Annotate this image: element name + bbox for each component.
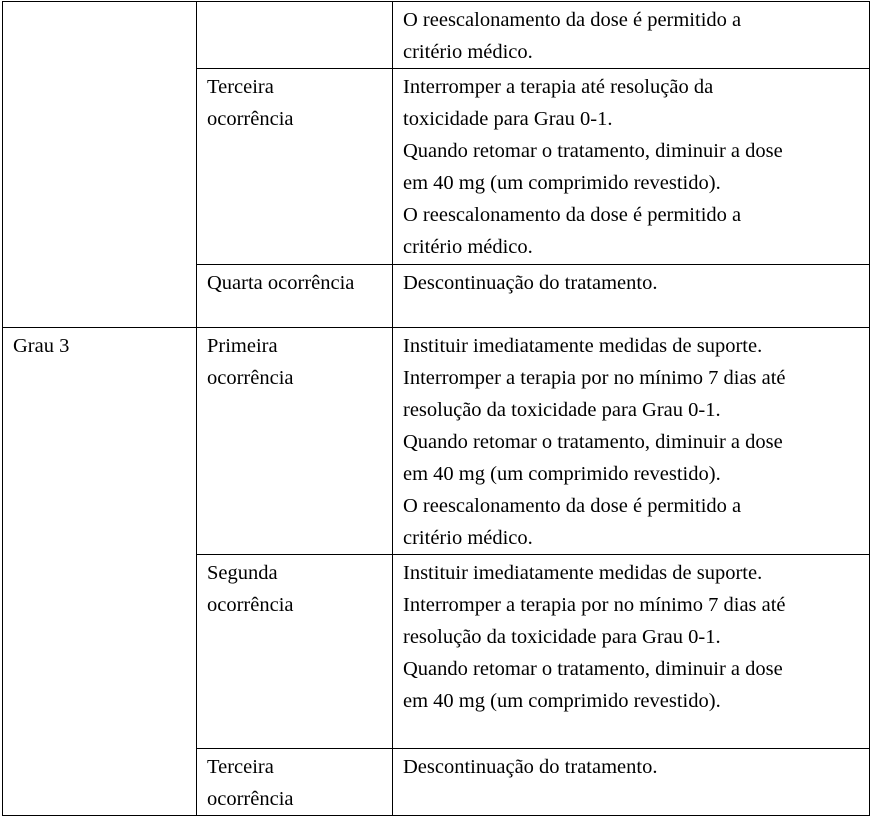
occurrence-cell <box>197 555 393 749</box>
action-line: Instituir imediatamente medidas de suporte. <box>403 562 763 584</box>
action-cell <box>393 749 870 816</box>
action-line: Descontinuação do tratamento. <box>403 272 658 294</box>
action-cell <box>393 69 870 265</box>
dose-adjustment-table <box>2 1 870 816</box>
occurrence-cell <box>197 2 393 69</box>
action-line: O reescalonamento da dose é permitido a <box>403 495 742 517</box>
action-line: resolução da toxicidade para Grau 0-1. <box>403 399 721 421</box>
action-line: Interromper a terapia até resolução da <box>403 76 714 98</box>
action-cell <box>393 2 870 69</box>
occurrence-cell <box>197 749 393 816</box>
action-line: Interromper a terapia por no mínimo 7 dias até <box>403 367 786 389</box>
action-line: Quando retomar o tratamento, diminuir a dose <box>403 431 783 453</box>
occurrence-line: ocorrência <box>207 367 294 389</box>
occurrence-cell <box>197 265 393 328</box>
action-cell <box>393 555 870 749</box>
action-cell <box>393 265 870 328</box>
action-line: critério médico. <box>403 236 533 258</box>
occurrence-line: Terceira <box>207 756 274 778</box>
grade-cell <box>3 328 197 555</box>
action-line: critério médico. <box>403 41 533 63</box>
occurrence-cell <box>197 69 393 265</box>
occurrence-line: ocorrência <box>207 788 294 810</box>
occurrence-line: ocorrência <box>207 108 294 130</box>
action-line: critério médico. <box>403 527 533 549</box>
action-line: Descontinuação do tratamento. <box>403 756 658 778</box>
action-cell <box>393 328 870 555</box>
action-line: resolução da toxicidade para Grau 0-1. <box>403 626 721 648</box>
table-row <box>3 555 870 749</box>
action-line: em 40 mg (um comprimido revestido). <box>403 172 721 194</box>
grade-label: Grau 3 <box>13 335 70 357</box>
occurrence-line: Segunda <box>207 562 278 584</box>
table-row <box>3 328 870 555</box>
occurrence-line: Quarta ocorrência <box>207 272 355 294</box>
action-line: em 40 mg (um comprimido revestido). <box>403 690 721 712</box>
table-row <box>3 749 870 816</box>
occurrence-line: Terceira <box>207 76 274 98</box>
grade-cell <box>3 2 197 69</box>
table-row <box>3 69 870 265</box>
action-line: em 40 mg (um comprimido revestido). <box>403 463 721 485</box>
occurrence-cell <box>197 328 393 555</box>
grade-cell <box>3 555 197 749</box>
occurrence-line: ocorrência <box>207 594 294 616</box>
grade-cell <box>3 749 197 816</box>
action-line: O reescalonamento da dose é permitido a <box>403 9 742 31</box>
action-line: Quando retomar o tratamento, diminuir a dose <box>403 140 783 162</box>
action-line: Interromper a terapia por no mínimo 7 dias até <box>403 594 786 616</box>
action-line: toxicidade para Grau 0-1. <box>403 108 613 130</box>
action-line: Instituir imediatamente medidas de suporte. <box>403 335 763 357</box>
action-line: Quando retomar o tratamento, diminuir a dose <box>403 658 783 680</box>
table-row <box>3 265 870 328</box>
grade-cell <box>3 265 197 328</box>
grade-cell <box>3 69 197 265</box>
action-line: O reescalonamento da dose é permitido a <box>403 204 742 226</box>
table-row <box>3 2 870 69</box>
occurrence-line: Primeira <box>207 335 278 357</box>
